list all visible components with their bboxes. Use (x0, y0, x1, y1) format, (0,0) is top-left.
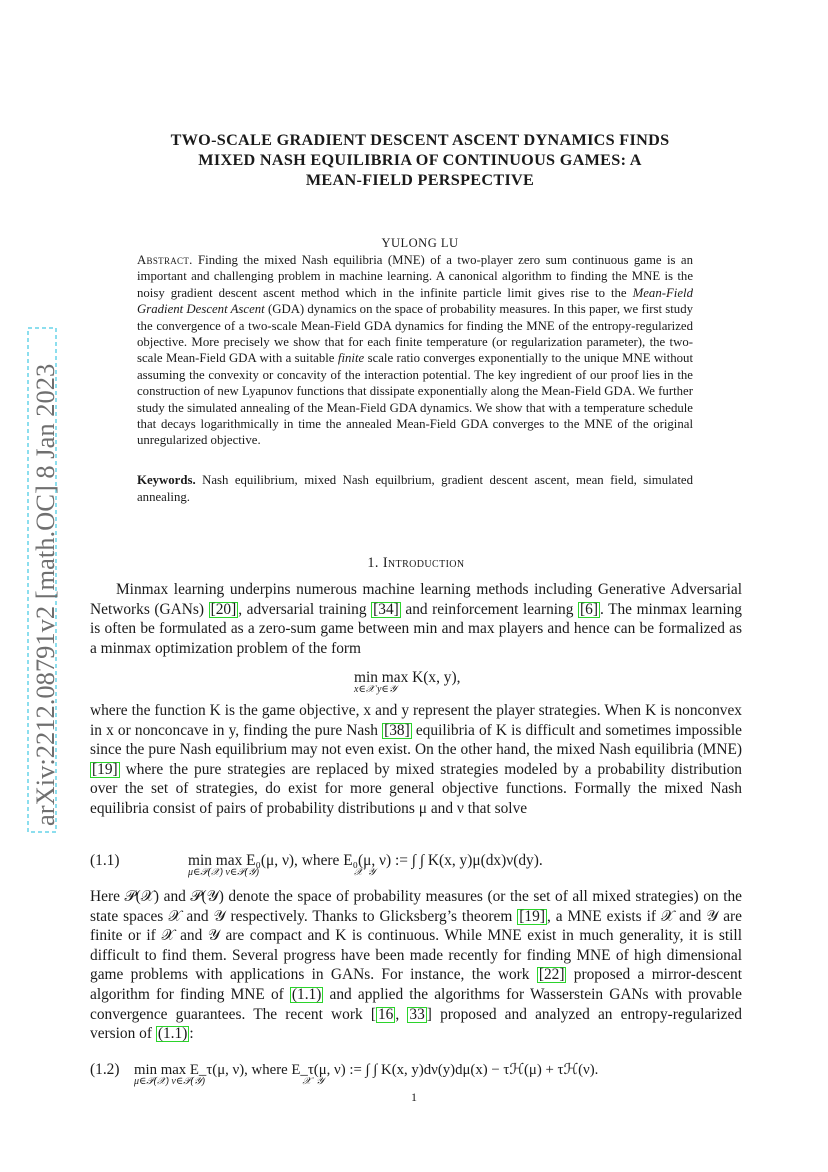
equation-ref-1-1-b[interactable]: (1.1) (157, 1025, 188, 1043)
abstract-emphasis-1: Mean-Field Gradient Descent Ascent (137, 285, 693, 317)
author-name: YULONG LU (381, 236, 459, 250)
abstract-text-a: Finding the mixed Nash equilibria (MNE) of a two-player zero sum continuous game is an important and challenging problem in machine learning. A canonical algorithm to finding the MNE is the noisy gradient descent ascent method which in the infinite particle limit gives rise to the (137, 253, 693, 300)
equation-minmax-body: min max K(x, y), (354, 669, 461, 686)
paper-title (100, 130, 740, 190)
equation-1-1 (188, 852, 543, 878)
equation-1-1-subscript: μ∈𝒫(𝒳) ν∈𝒫(𝒴) 𝒳 𝒴 (188, 867, 376, 878)
p3-text-e: , (395, 1005, 408, 1023)
equation-1-2-number: (1.2) (90, 1061, 120, 1078)
intro-paragraph-2 (90, 701, 742, 819)
p3-text-f: ] proposed and analyzed an entropy-regularized version of (90, 1005, 742, 1043)
p3-text-c: proposed a mirror-descent algorithm for finding MNE of (90, 966, 742, 1003)
keywords-label: Keywords. (137, 473, 196, 487)
equation-1-1-number: (1.1) (90, 852, 120, 869)
arxiv-identifier-text: arXiv:2212.08791v2 [math.OC] 8 Jan 2023 (30, 363, 60, 826)
section-title: Introduction (382, 555, 465, 571)
intro-paragraph-1 (90, 580, 742, 658)
citation-6[interactable]: [6] (580, 600, 598, 618)
abstract-text-c: scale ratio converges exponentially to the unique MNE without assuming the convexity or concavity of the interaction potential. The key ingredient of our proof lies in the construction of new Lyapunov functions that dissipate exponentially along the Mean-Field GDA. We further study the simulated annealing of the Mean-Field GDA dynamics. We show that with a temperature schedule that decays logarithmically in time the annealed Mean-Field GDA converges to the MNE of the original unregularized objective. (137, 351, 693, 448)
abstract (137, 252, 693, 449)
equation-ref-1-1-a[interactable]: (1.1) (291, 985, 322, 1003)
p1-text-c: and reinforcement learning (400, 600, 578, 618)
p1-text-a: Minmax learning underpins numerous machine learning methods including Generative Adversarial Networks (GANs) (90, 581, 742, 618)
equation-1-2-body: min max E_τ(μ, ν), where E_τ(μ, ν) := ∫ ∫ K(x, y)dν(y)dμ(x) − τℋ(μ) + τℋ(ν). (134, 1062, 599, 1078)
citation-19-b[interactable]: [19] (519, 907, 545, 925)
abstract-text-b: (GDA) dynamics on the space of probability measures. In this paper, we first study the convergence of a two-scale Mean-Field GDA dynamics for finding the MNE of the entropy-regularized objective. More precisely we show that for each finite temperature (or regularization parameter), the two-scale Mean-Field GDA with a suitable (137, 302, 694, 366)
equation-minmax-subscript: x∈𝒳 y∈𝒴 (354, 684, 397, 695)
p1-text-b: , adversarial training (238, 600, 372, 618)
intro-paragraph-3 (90, 887, 742, 1044)
p2-text-b: equilibria of K is difficult and sometimes impossible since the pure Nash equilibrium may not even exist. On the other hand, the mixed Nash equilibria (MNE) (90, 721, 742, 759)
citation-19-a[interactable]: [19] (92, 760, 118, 778)
p2-text-c: where the pure strategies are replaced by mixed strategies modeled by a probability distribution over the set of strategies, do exist for more general objective functions. Formally the mixed Nash equilibria consist of pairs of probability distributions μ and ν that solve (90, 760, 742, 817)
section-heading (100, 555, 732, 572)
p2-text-a: where the function K is the game objective, x and y represent the player strategies. When K is nonconvex in x or nonconcave in y, finding the pure Nash (90, 702, 742, 739)
citation-38[interactable]: [38] (384, 721, 410, 739)
p1-text-d: . The minmax learning is often be formulated as a zero-sum game between min and max players and hence can be formalized as a minmax optimization problem of the form (90, 600, 742, 657)
equation-minmax (354, 669, 460, 695)
p3-text-g: : (189, 1025, 194, 1043)
p3-text-a: Here 𝒫(𝒳) and 𝒫(𝒴) denote the space of probability measures (or the set of all mixed strategies) on the state spaces 𝒳 and 𝒴 respectively. Thanks to Glicksberg’s theorem (90, 888, 742, 925)
p3-text-d: and applied the algorithms for Wasserstein GANs with provable convergence guarantees. The recent work [ (90, 985, 742, 1023)
abstract-label: Abstract. (137, 253, 193, 267)
citation-34[interactable]: [34] (373, 600, 399, 618)
citation-20[interactable]: [20] (210, 600, 237, 618)
equation-1-1-body: min max E₀(μ, ν), where E₀(μ, ν) := ∫ ∫ K(x, y)μ(dx)ν(dy). (188, 852, 543, 869)
p3-text-b: , a MNE exists if 𝒳 and 𝒴 are finite or if 𝒳 and 𝒴 are compact and K is continuous. While MNE exist in much generality, it is still difficult to find them. Several progress have been made recently for finding MNE of high dimensional game problems with applications in GANs. For instance, the work (90, 907, 743, 984)
citation-16[interactable]: 16 (377, 1005, 394, 1023)
title-line-3: MEAN-FIELD PERSPECTIVE (305, 171, 535, 189)
arxiv-identifier-svg (12, 320, 62, 840)
section-number: 1. (367, 555, 383, 571)
abstract-emphasis-2: finite (337, 351, 365, 366)
arxiv-identifier (12, 320, 62, 840)
page-number: 1 (411, 1090, 417, 1104)
keywords (137, 472, 693, 506)
citation-22[interactable]: [22] (538, 966, 565, 984)
citation-33[interactable]: 33 (409, 1005, 425, 1023)
keywords-text: Nash equilibrium, mixed Nash equilbrium, gradient descent ascent, mean field, simulated annealing. (137, 473, 693, 504)
title-line-1: TWO-SCALE GRADIENT DESCENT ASCENT DYNAMICS FINDS (170, 131, 670, 149)
equation-1-2-subscript: μ∈𝒫(𝒳) ν∈𝒫(𝒴) 𝒳 𝒴 (134, 1076, 324, 1087)
equation-1-2 (134, 1061, 598, 1087)
title-line-2: MIXED NASH EQUILIBRIA OF CONTINUOUS GAMES: A (198, 151, 642, 169)
